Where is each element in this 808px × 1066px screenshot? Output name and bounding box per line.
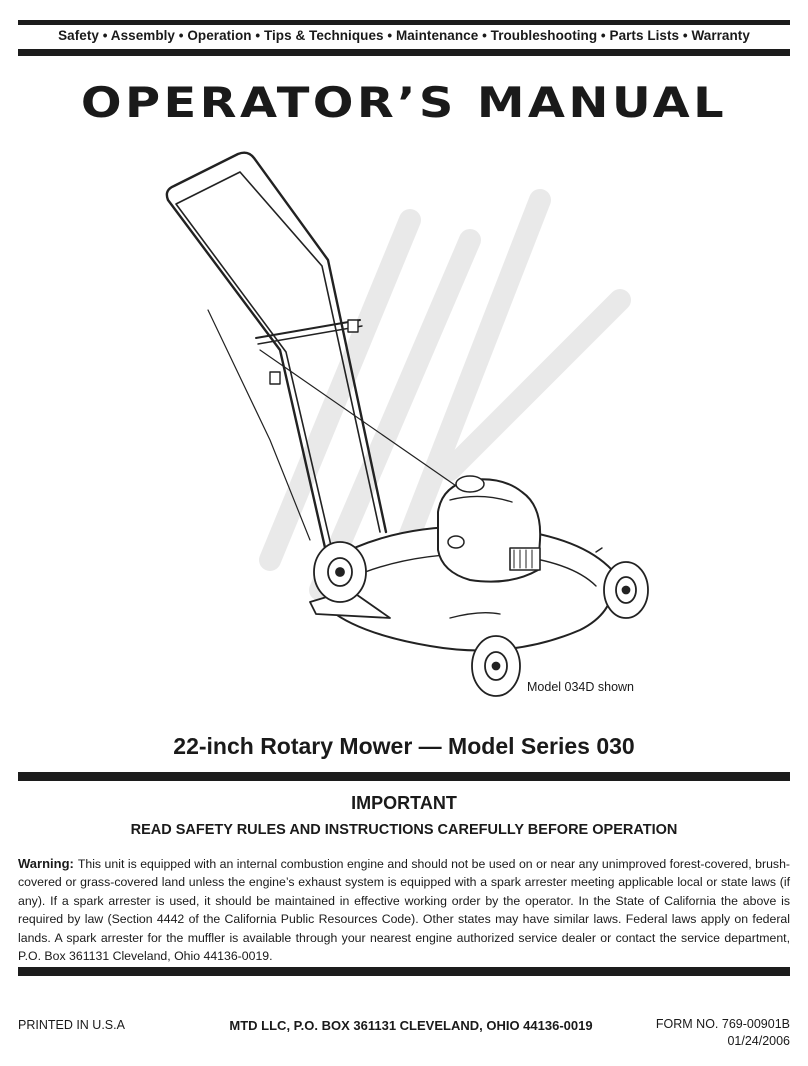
fuel-cap [448,536,464,548]
section-nav-line: Safety • Assembly • Operation • Tips & Techniques • Maintenance • Troubleshooting • Parts Lists • Warranty [58,28,750,43]
product-title: 22-inch Rotary Mower — Model Series 030 [173,733,635,759]
manual-title: OPERATOR’S MANUAL [80,78,728,127]
form-number-block [656,1016,790,1050]
header-rule-bottom [18,49,790,56]
safety-subheading: READ SAFETY RULES AND INSTRUCTIONS CAREFULLY BEFORE OPERATION [130,822,678,838]
lawn-mower-illustration [150,140,650,700]
warning-text: This unit is equipped with an internal combustion engine and should not be used on or near any unimproved forest-covered, brush-covered or grass-covered land unless the engine’s exhaust system is equipped with a spark arrester meeting applicable local or state laws (if any). If a spark arrester is used, it should be maintained in effective working order by the operator. In the State of California the above is required by law (Section 4442 of the California Public Resources Code). Other states may have similar laws. Federal laws apply on federal lands. A spark arrester for the muffler is available through your nearest engine authorized service dealer or contact the service department, P.O. Box 361131 Cleveland, Ohio 44136-0019. [18,857,790,964]
printed-in-label: PRINTED IN U.S.A [18,1018,125,1032]
form-number: FORM NO. 769-00901B [655,1017,790,1031]
header-rule-top [18,20,790,25]
section-rule [18,772,790,781]
warning-label: Warning: [18,856,74,871]
section-rule-bottom [18,967,790,976]
wheel-rear-right [604,562,648,618]
form-date: 01/24/2006 [727,1034,790,1048]
important-heading: IMPORTANT [351,793,457,813]
wheel-front-left [472,636,520,696]
illustration-caption: Model 034D shown [527,680,635,694]
wheel-rear-left [314,542,366,602]
handle-knob [270,372,280,384]
warning-paragraph [18,855,790,965]
company-address: MTD LLC, P.O. BOX 361131 CLEVELAND, OHIO 44136-0019 [229,1018,593,1033]
